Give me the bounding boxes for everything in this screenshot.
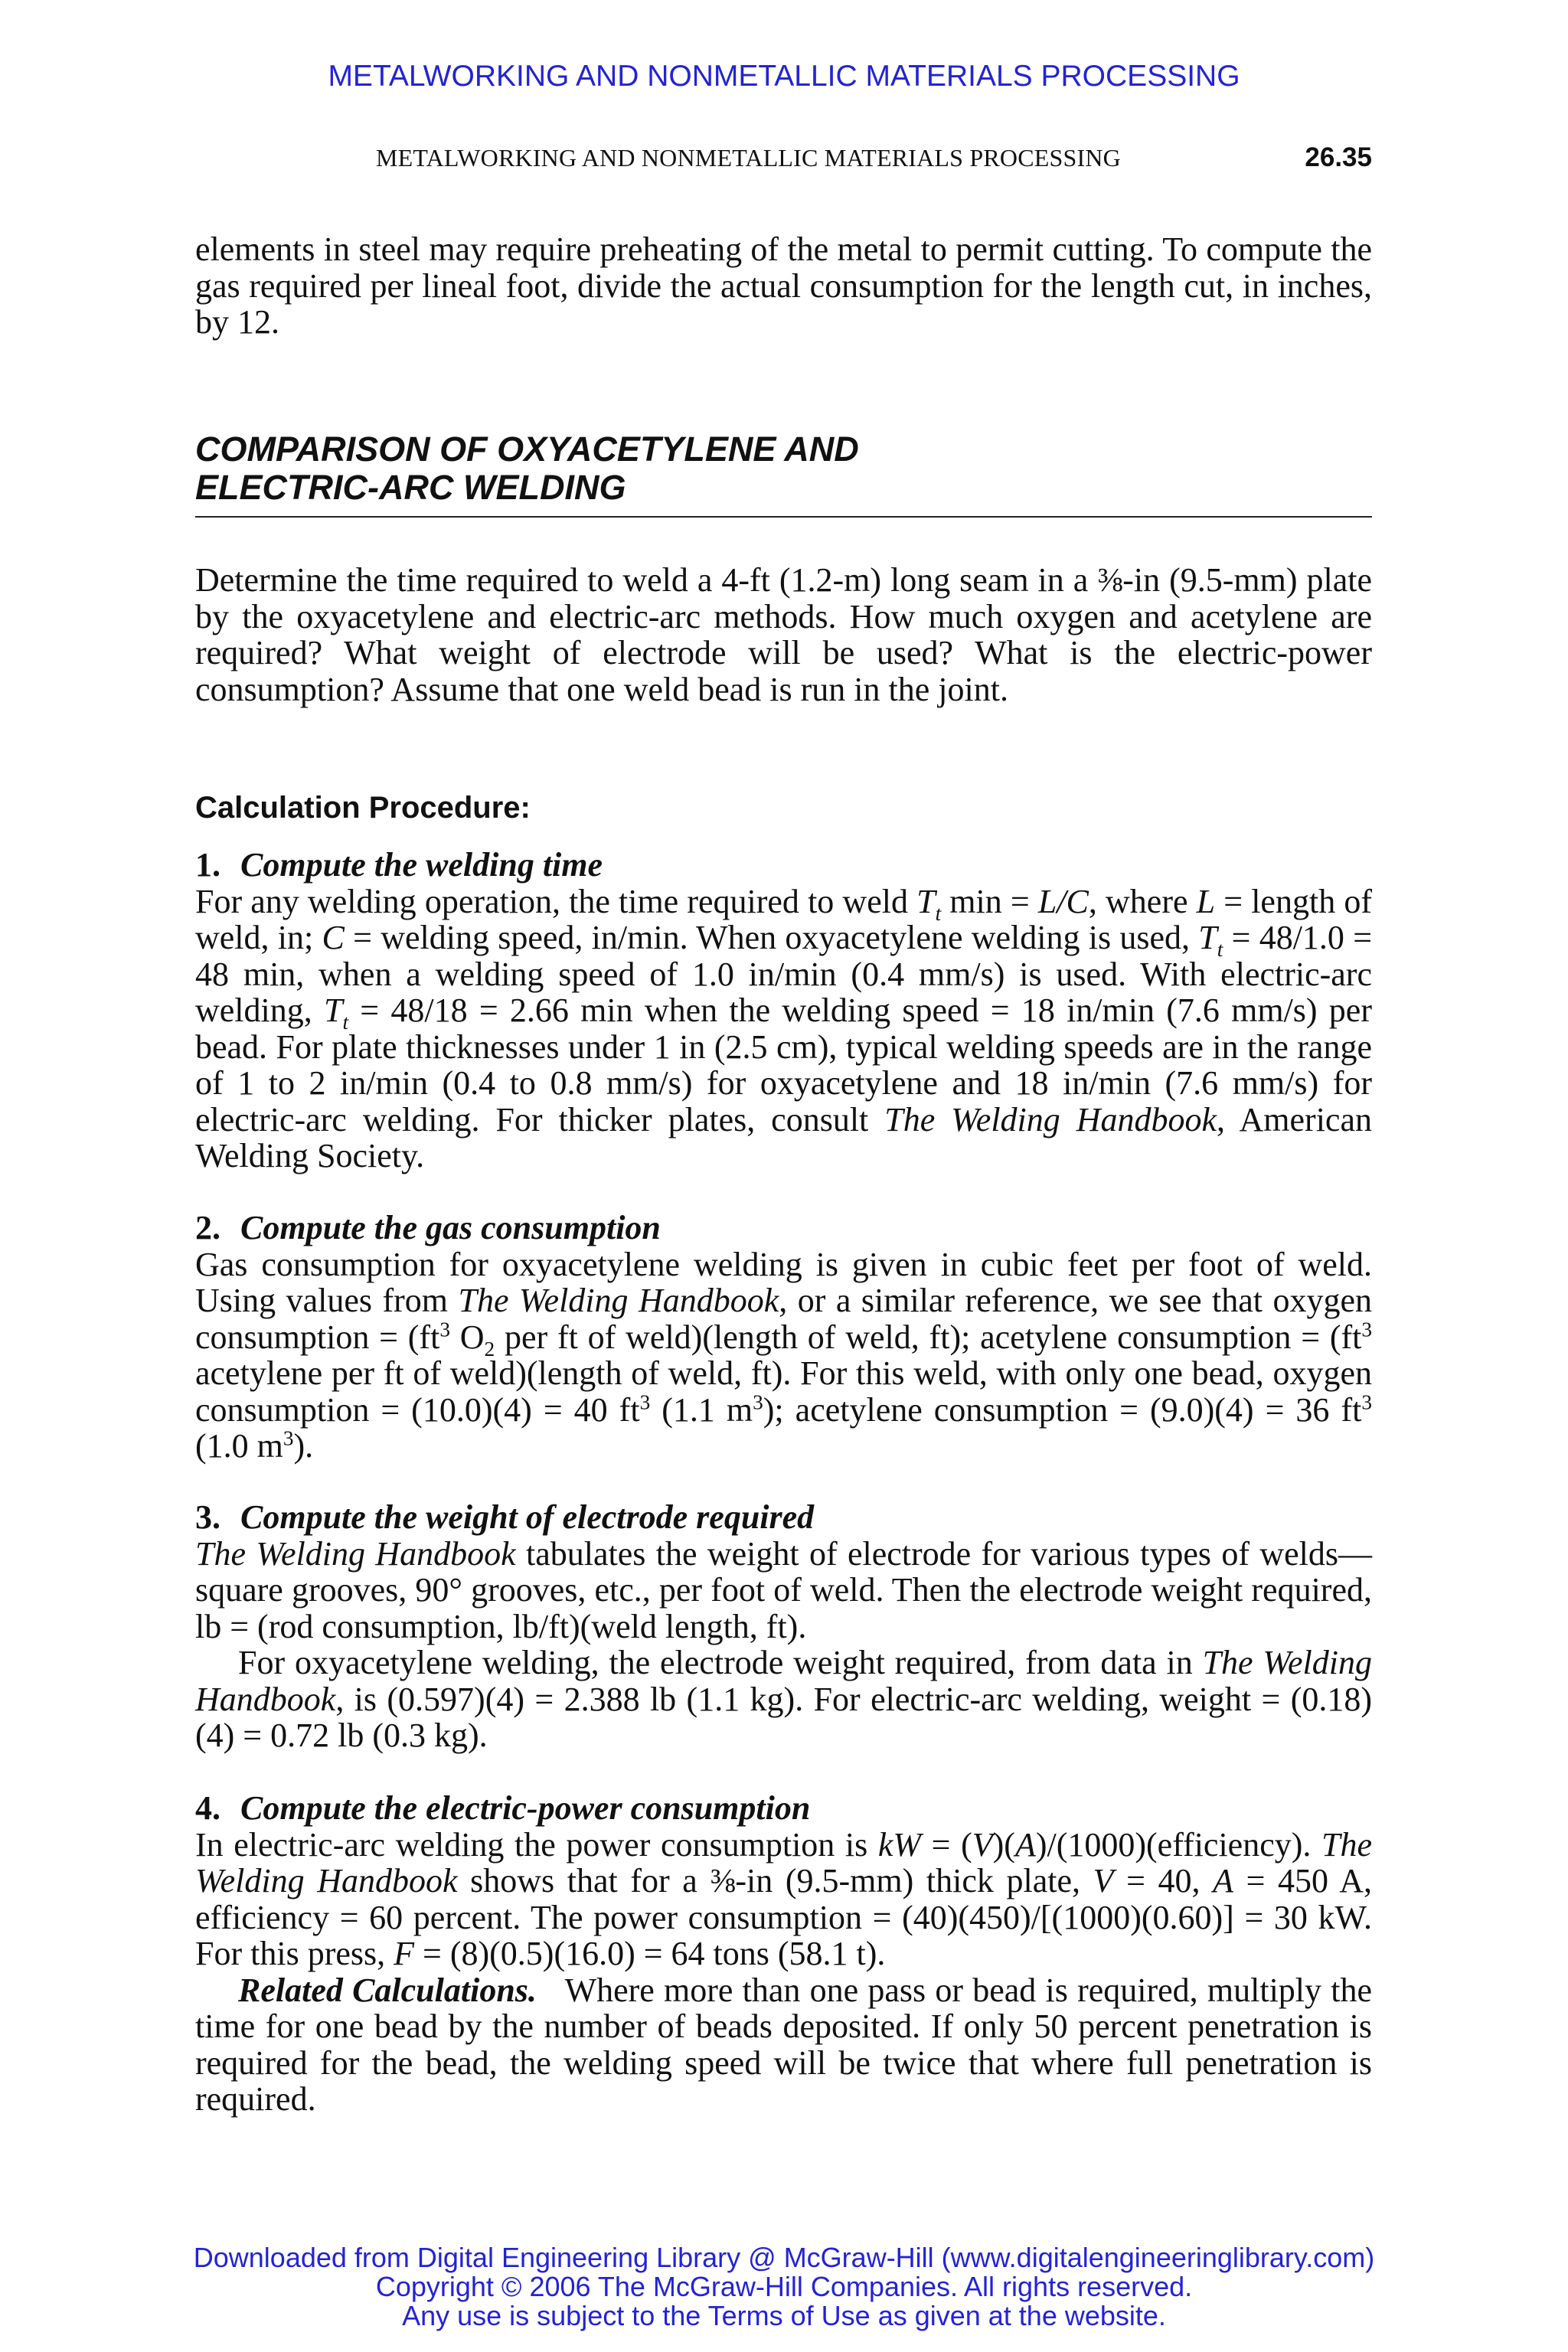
- intro-text: elements in steel may require preheating of the metal to permit cutting. To compute the gas required per lineal foot, divide the actual consumption for the length cut, in inches, by 12.: [195, 230, 1372, 341]
- step-2: 2. Compute the gas consumption Gas consumption for oxyacetylene welding is given in cubic feet per foot of weld. Using values from The Welding Handbook, or a similar reference, we see that oxygen consumption = ($ft^3$ $O_2$ per ft of weld)(length of weld, ft); acetylene consumption = ($ft^3$ acetylene per ft of weld)(length of weld, ft). For this weld, with only one bead, oxygen consumption = (10.0)(4) = 40 $ft^3$ (1.1 $m^3$); acetylene consumption = (9.0)(4) = 36 $ft^3$ (1.0 $m^3$).: [195, 1209, 1373, 1465]
- page-number: 26.35: [1305, 142, 1372, 172]
- fraction: ⅜: [1097, 561, 1123, 599]
- step-number: 3.: [195, 1498, 220, 1536]
- step-number: 2.: [195, 1209, 220, 1246]
- footer-line2: Copyright © 2006 The McGraw-Hill Companies. All rights reserved.: [375, 2271, 1193, 2302]
- step-title: Compute the weight of electrode required: [240, 1498, 815, 1536]
- problem-statement: Determine the time required to weld a 4-ft (1.2-m) long seam in a ⅜-in (9.5-mm) plate by the oxyacetylene and electric-arc methods. How much oxygen and acetylene are required? What weight of electrode will be used? What is the electric-power consumption? Assume that one weld bead is run in the joint.: [195, 561, 1372, 708]
- intro-paragraph: [195, 231, 1372, 341]
- footer: [0, 2243, 1568, 2331]
- section-title-line2: ELECTRIC-ARC WELDING: [195, 468, 626, 507]
- section-title-line1: COMPARISON OF OXYACETYLENE AND: [195, 430, 859, 469]
- top-banner: METALWORKING AND NONMETALLIC MATERIALS PROCESSING: [328, 60, 1240, 93]
- related-heading: Related Calculations.: [238, 1971, 537, 2009]
- step-title: Compute the gas consumption: [240, 1209, 661, 1246]
- step-title: Compute the electric-power consumption: [240, 1789, 811, 1827]
- step-number: 1.: [195, 846, 220, 884]
- step-4: 4. Compute the electric-power consumption In electric-arc welding the power consumption is kW = (V)(A)/(1000)(efficiency). The Welding Handbook shows that for a ⅜-in (9.5-mm) thick plate, V = 40, A = 450 A, efficiency = 60 percent. The power consumption = (40)(450)/[(1000)(0.60)] = 30 kW. For this press, F = (8)(0.5)(16.0) = 64 tons (58.1 t). Related Calculations. Where more than one pass or bead is required, multiply the time for one bead by the number of beads deposited. If only 50 percent penetration is required for the bead, the welding speed will be twice that where full penetration is required.: [195, 1789, 1372, 2118]
- footer-line1: Downloaded from Digital Engineering Library @ McGraw-Hill (www.digitalengineeringlibrary.com): [193, 2242, 1375, 2273]
- related-calculations: Related Calculations. Where more than one pass or bead is required, multiply the time for one bead by the number of beads deposited. If only 50 percent penetration is required for the bead, the welding speed will be twice that where full penetration is required.: [195, 1971, 1372, 2118]
- step-3: 3. Compute the weight of electrode required The Welding Handbook tabulates the weight of electrode for various types of welds—square grooves, 90° grooves, etc., per foot of weld. Then the electrode weight required, lb = (rod consumption, lb/ft)(weld length, ft). For oxyacetylene welding, the electrode weight required, from data in The Welding Handbook, is (0.597)(4) = 2.388 lb (1.1 kg). For electric-arc welding, weight = (0.18)(4) = 0.72 lb (0.3 kg).: [195, 1498, 1372, 1754]
- running-head: [195, 141, 1372, 175]
- step-number: 4.: [195, 1789, 220, 1827]
- footer-line3: Any use is subject to the Terms of Use as given at the website.: [402, 2300, 1166, 2331]
- section-title: [195, 430, 1372, 518]
- step-title: Compute the welding time: [240, 846, 603, 884]
- step-1: 1. Compute the welding time For any welding operation, the time required to weld $T_t$ min = L/C, where L = length of weld, in; C = welding speed, in/min. When oxyacetylene welding is used, $T_t = 48/1.0 = 48$ min, when a welding speed of 1.0 in/min (0.4 mm/s) is used. With electric-arc welding, $T_t = 48/18 = 2.66$ min when the welding speed = 18 in/min (7.6 mm/s) per bead. For plate thicknesses under 1 in (2.5 cm), typical welding speeds are in the range of 1 to 2 in/min (0.4 to 0.8 mm/s) for oxyacetylene and 18 in/min (7.6 mm/s) for electric-arc welding. For thicker plates, consult The Welding Handbook, American Welding Society.: [195, 846, 1373, 1174]
- procedure-heading: Calculation Procedure:: [195, 791, 531, 825]
- running-head-title: METALWORKING AND NONMETALLIC MATERIALS PROCESSING: [376, 144, 1121, 172]
